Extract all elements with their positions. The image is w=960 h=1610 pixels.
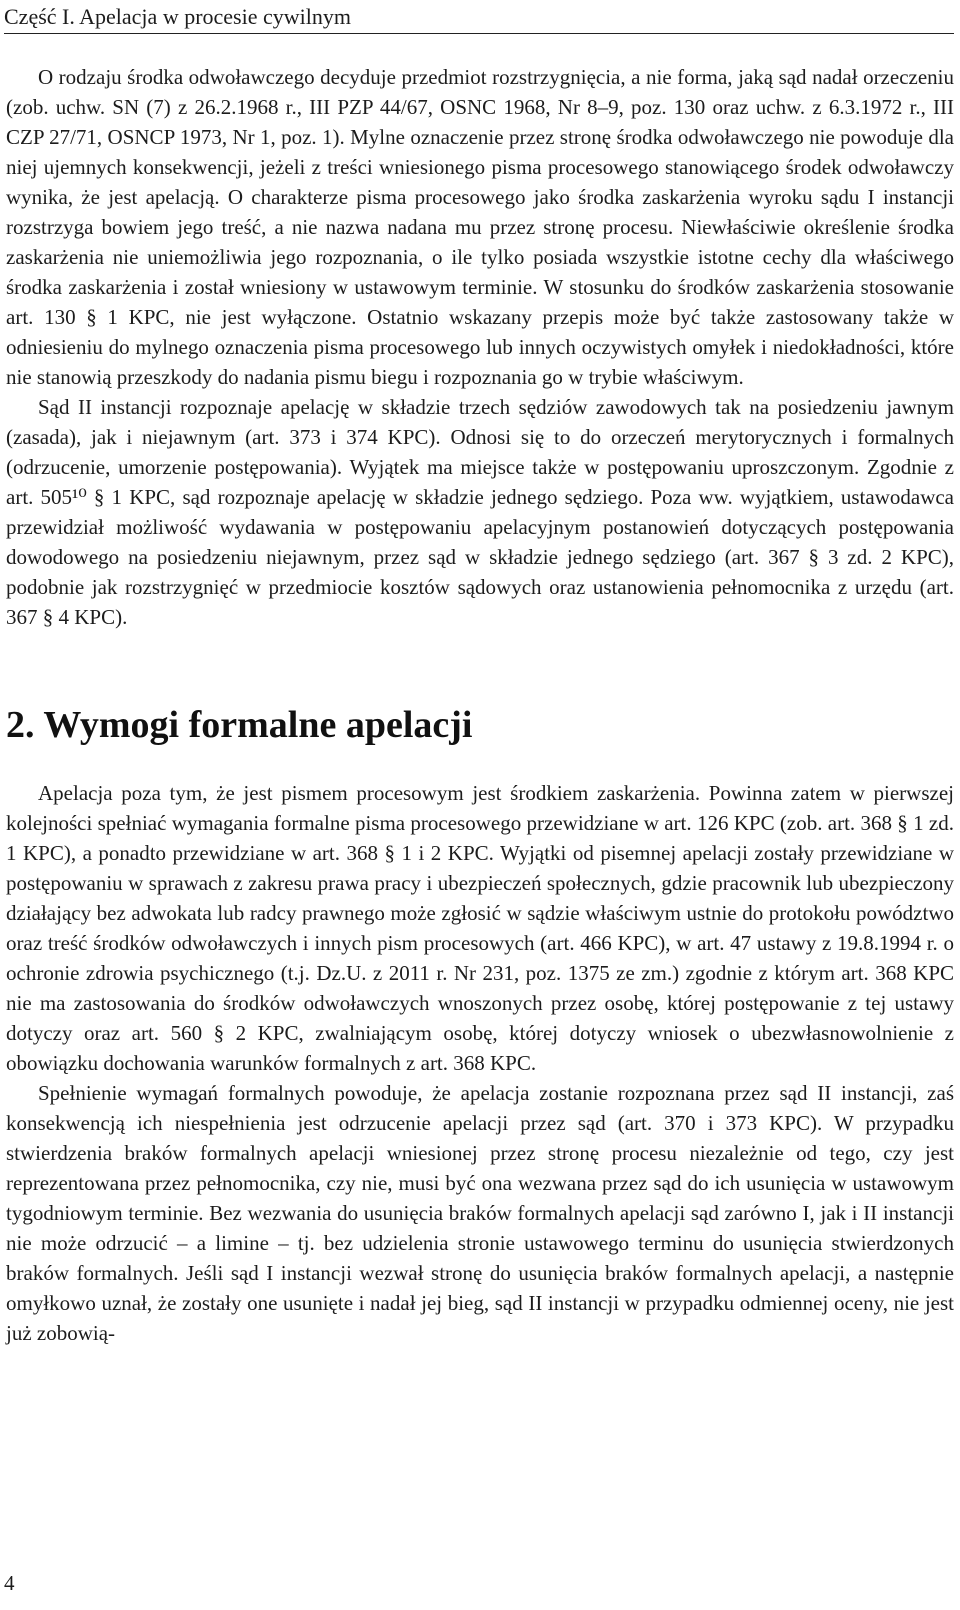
paragraph-formal-requirements: Apelacja poza tym, że jest pismem procesowym jest środkiem zaskarżenia. Powinna zatem w pierwszej kolejności spełniać wymagania formalne pisma procesowego przewidziane w art. 126 KPC (zob. art. 368 § 1 zd. 1 KPC), a ponadto przewidziane w art. 368 § 1 i 2 KPC. Wyjątki od pisemnej apelacji zostały przewidziane w postępowaniu w sprawach z zakresu prawa pracy i ubezpieczeń społecznych, gdzie pracownik lub ubezpieczony działający bez adwokata lub radcy prawnego może zgłosić w sądzie właściwym ustnie do protokołu powództwo oraz treść środków odwoławczych i innych pism procesowych (art. 466 KPC), w art. 47 ustawy z 19.8.1994 r. o ochronie zdrowia psychicznego (t.j. Dz.U. z 2011 r. Nr 231, poz. 1375 ze zm.) zgodnie z którym art. 368 KPC nie ma zastosowania do środków odwoławczych wnoszonych przez osobę, której postępowanie z tej ustawy dotyczy oraz art. 560 § 2 KPC, zwalniającym osobę, której dotyczy wniosek o ubezwłasnowolnienie z obowiązku dochowania warunków formalnych z art. 368 KPC. — [6, 781, 954, 1075]
page-number: 4 — [4, 1571, 15, 1595]
paragraph-court-composition: Sąd II instancji rozpoznaje apelację w składzie trzech sędziów zawodowych tak na posiedzeniu jawnym (zasada), jak i niejawnym (art. 373 i 374 KPC). Odnosi się to do orzeczeń merytorycznych i formalnych (odrzucenie, umorzenie postępowania). Wyjątek ma miejsce także w postępowaniu uproszczonym. Zgodnie z art. 505¹⁰ § 1 KPC, sąd rozpoznaje apelację w składzie jednego sędziego. Poza ww. wyjątkiem, ustawodawca przewidział możliwość wydawania w postępowaniu apelacyjnym postanowień dotyczących postępowania dowodowego na posiedzeniu niejawnym, przez sąd w składzie jednego sędziego (art. 367 § 3 zd. 2 KPC), podobnie jak rozstrzygnięć w przedmiocie kosztów sądowych oraz ustanowienia pełnomocnika z urzędu (art. 367 § 4 KPC). — [6, 395, 954, 629]
section-heading: 2. Wymogi formalne apelacji — [6, 704, 473, 746]
paragraph-appeal-nature: O rodzaju środka odwoławczego decyduje przedmiot rozstrzygnięcia, a nie forma, jaką sąd nadał orzeczeniu (zob. uchw. SN (7) z 26.2.1968 r., III PZP 44/67, OSNC 1968, Nr 8–9, poz. 130 oraz uchw. z 6.3.1972 r., III CZP 27/71, OSNCP 1973, Nr 1, poz. 1). Mylne oznaczenie przez stronę środka odwoławczego nie powoduje dla niej ujemnych konsekwencji, jeżeli z treści wniesionego pisma procesowego stanowiącego środek odwoławczy wynika, że jest apelacją. O charakterze pisma procesowego jako środka zaskarżenia wyroku sądu I instancji rozstrzyga bowiem jego treść, a nie nazwa nadana mu przez stronę procesu. Niewłaściwie określenie środka zaskarżenia nie uniemożliwia jego rozpoznania, o ile tylko posiada wszystkie istotne cechy dla właściwego środka zaskarżenia i został wniesiony w ustawowym terminie. W stosunku do środków zaskarżenia stosowanie art. 130 § 1 KPC, nie jest wyłączone. Ostatnio wskazany przepis może być także zastosowany także w odniesieniu do mylnego oznaczenia pisma procesowego lub innych oczywistych omyłek i niedokładności, które nie stanowią przeszkody do nadania pismu biegu i rozpoznania go w trybie właściwym. — [6, 65, 954, 389]
page-content — [6, 62, 954, 1348]
running-head: Część I. Apelacja w procesie cywilnym — [4, 2, 954, 34]
paragraph-formal-defects: Spełnienie wymagań formalnych powoduje, że apelacja zostanie rozpoznana przez sąd II instancji, zaś konsekwencją ich niespełnienia jest odrzucenie apelacji przez sąd (art. 370 i 373 KPC). W przypadku stwierdzenia braków formalnych apelacji wniesionej przez stronę procesu niezależnie od tego, czy jest reprezentowana przez pełnomocnika, czy nie, musi być ona wezwana przez sąd do ich usunięcia w ustawowym tygodniowym terminie. Bez wezwania do usunięcia braków formalnych apelacji sąd zarówno I, jak i II instancji nie może odrzucić – a limine – tj. bez udzielenia stronie ustawowego terminu do usunięcia stwierdzonych braków formalnych. Jeśli sąd I instancji wezwał stronę do usunięcia braków formalnych apelacji, a następnie omyłkowo uznał, że zostały one usunięte i nadał jej bieg, sąd II instancji w przypadku odmiennej oceny, nie jest już zobowią- — [6, 1081, 954, 1345]
